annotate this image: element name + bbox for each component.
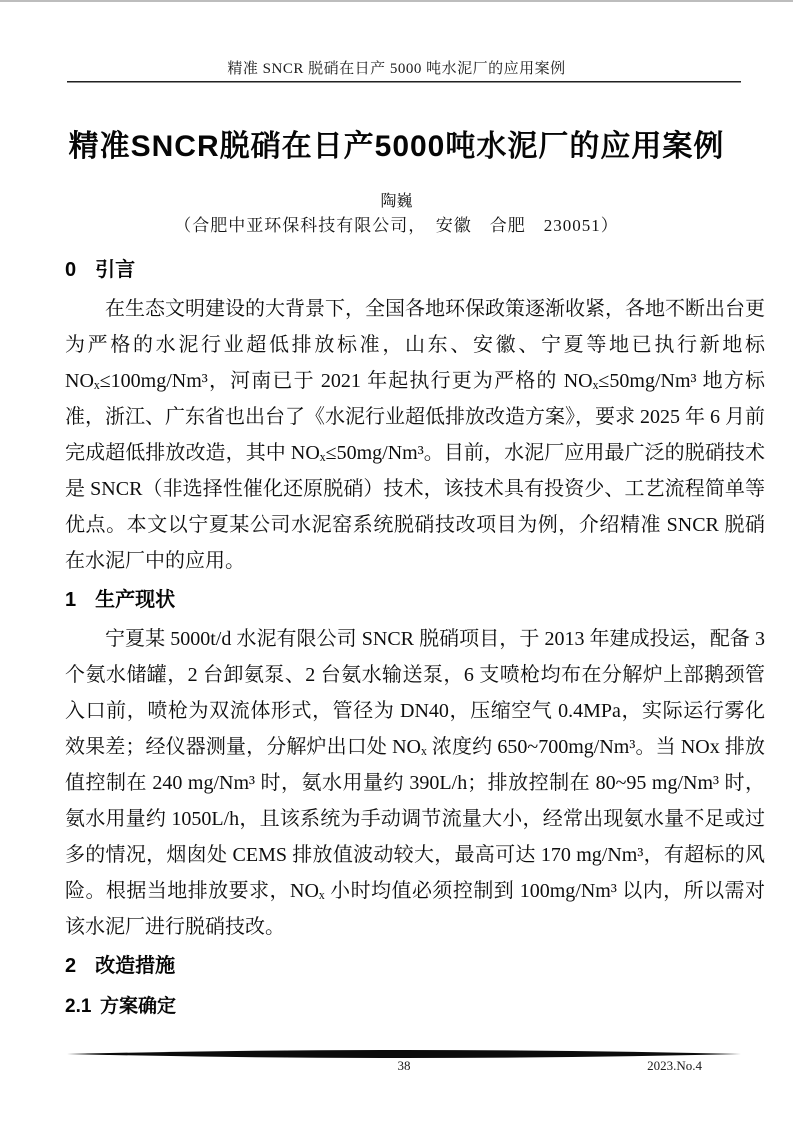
page-title: 精准SNCR脱硝在日产5000吨水泥厂的应用案例 [68, 130, 725, 163]
section-heading-1 [65, 587, 765, 613]
section-number: 1 [65, 589, 77, 611]
body-paragraph: 在生态文明建设的大背景下，全国各地环保政策逐渐收紧，各地不断出台更为严格的水泥行业超低排放标准，山东、安徽、宁夏等地已执行新地标NOₓ≤100mg/Nm³，河南已于 2021 年起执行更为严格的 NOₓ≤50mg/Nm³ 地方标准，浙江、广东省也出台了《水泥行业超低排放改造方案》，要求 2025 年 6 月前完成超低排放改造，其中 NOₓ≤50mg/Nm³。目前，水泥厂应用最广泛的脱硝技术是 SNCR（非选择性催化还原脱硝）技术，该技术具有投资少、工艺流程简单等优点。本文以宁夏某公司水泥窑系统脱硝技改项目为例，介绍精准 SNCR 脱硝在水泥厂中的应用。 [65, 298, 765, 572]
page-top-edge-line [0, 0, 793, 2]
section-title: 引言 [95, 259, 136, 281]
section-number: 2 [65, 955, 77, 977]
article-body [65, 257, 765, 1019]
body-paragraph: 宁夏某 5000t/d 水泥有限公司 SNCR 脱硝项目，于 2013 年建成投运，配备 3 个氨水储罐，2 台卸氨泵、2 台氨水输送泵，6 支喷枪均布在分解炉上部鹅颈管入口前，喷枪为双流体形式，管径为 DN40，压缩空气 0.4MPa，实际运行雾化效果差；经仪器测量，分解炉出口处 NOₓ 浓度约 650~700mg/Nm³。当 NOx 排放值控制在 240 mg/Nm³ 时，氨水用量约 390L/h；排放控制在 80~95 mg/Nm³ 时，氨水用量约 1050L/h，且该系统为手动调节流量大小，经常出现氨水量不足或过多的情况，烟囱处 CEMS 排放值波动较大，最高可达 170 mg/Nm³，有超标的风险。根据当地排放要求，NOₓ 小时均值必须控制到 100mg/Nm³ 以内，所以需对该水泥厂进行脱硝技改。 [65, 628, 765, 938]
section-heading-2.1 [65, 995, 765, 1019]
section-title: 方案确定 [99, 996, 176, 1017]
author-affiliation: （合肥中亚环保科技有限公司， 安徽 合肥 230051） [174, 216, 619, 235]
section-title: 改造措施 [95, 955, 176, 977]
section-heading-2 [65, 953, 765, 979]
author-name: 陶巍 [380, 193, 413, 210]
running-header: 精准 SNCR 脱硝在日产 5000 吨水泥厂的应用案例 [227, 61, 566, 77]
footer-issue-label: 2023.No.4 [647, 1058, 702, 1073]
page-footer [67, 1057, 741, 1075]
header-rule-divider [67, 81, 741, 83]
section-number: 0 [65, 259, 77, 281]
section-heading-0 [65, 257, 765, 283]
section-number: 2.1 [65, 996, 92, 1017]
section-title: 生产现状 [95, 589, 176, 611]
footer-page-number: 38 [397, 1058, 411, 1073]
